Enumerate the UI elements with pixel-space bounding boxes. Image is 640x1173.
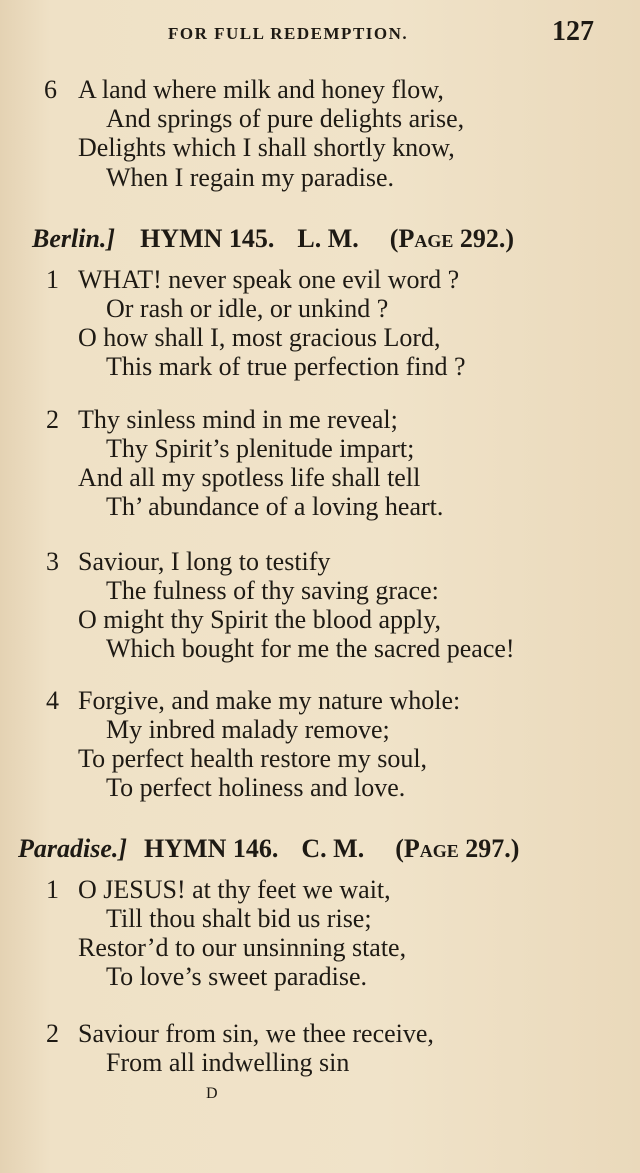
tune-name: Paradise.] [18, 834, 128, 863]
verse-line: A land where milk and honey flow, [78, 75, 444, 104]
page-number: 127 [552, 16, 594, 47]
stanza-number: 6 [44, 75, 57, 104]
stanza-number: 4 [46, 686, 59, 715]
page-ref-number: 292.) [459, 224, 515, 253]
verse-line: Restor’d to our unsinning state, [78, 933, 407, 962]
verse-line: Th’ abundance of a loving heart. [106, 492, 444, 521]
verse-line: Thy Spirit’s plenitude impart; [106, 434, 415, 463]
verse-line: To perfect health restore my soul, [78, 744, 428, 773]
verse-line: Till thou shalt bid us rise; [106, 904, 372, 933]
tune-name: Berlin.] [32, 224, 116, 253]
verse-line: WHAT! never speak one evil word ? [78, 265, 460, 294]
verse-line: Delights which I shall shortly know, [78, 133, 455, 162]
verse-line: O might thy Spirit the blood apply, [78, 605, 442, 634]
verse-line: This mark of true perfection find ? [106, 352, 466, 381]
page-ref-open: ( [395, 834, 404, 863]
page-ref-label: Page [403, 834, 459, 863]
hymn-heading-146 [18, 834, 519, 864]
verse-line: My inbred malady remove; [106, 715, 390, 744]
verse-line: Or rash or idle, or unkind ? [106, 294, 389, 323]
hymn-meter: L. M. [297, 224, 359, 253]
hymn-title: HYMN 146. [144, 834, 279, 863]
stanza-number: 1 [46, 265, 59, 294]
stanza-number: 1 [46, 875, 59, 904]
verse-line: Forgive, and make my nature whole: [78, 686, 461, 715]
verse-line: O how shall I, most gracious Lord, [78, 323, 441, 352]
hymn-heading-145 [32, 224, 514, 254]
page-ref-label: Page [398, 224, 454, 253]
page-ref-open: ( [389, 224, 399, 253]
hymn-meter: C. M. [301, 834, 365, 863]
verse-line: And springs of pure delights arise, [106, 104, 465, 133]
stanza-number: 3 [46, 547, 59, 576]
stanza-number: 2 [46, 405, 59, 434]
verse-line: O JESUS! at thy feet we wait, [78, 875, 391, 904]
verse-line: To love’s sweet paradise. [106, 962, 367, 991]
page-ref-number: 297.) [465, 834, 520, 863]
signature-mark: D [206, 1085, 218, 1102]
verse-line: Saviour from sin, we thee receive, [78, 1019, 434, 1048]
stanza-number: 2 [46, 1019, 59, 1048]
verse-line: Thy sinless mind in me reveal; [78, 405, 398, 434]
running-head: FOR FULL REDEMPTION. [168, 24, 409, 43]
verse-line: And all my spotless life shall tell [78, 463, 421, 492]
verse-line: To perfect holiness and love. [106, 773, 406, 802]
verse-line: Which bought for me the sacred peace! [106, 634, 515, 663]
verse-line: Saviour, I long to testify [78, 547, 331, 576]
verse-line: From all indwelling sin [106, 1048, 350, 1077]
verse-line: The fulness of thy saving grace: [106, 576, 439, 605]
verse-line: When I regain my paradise. [106, 163, 395, 192]
hymn-title: HYMN 145. [140, 224, 275, 253]
